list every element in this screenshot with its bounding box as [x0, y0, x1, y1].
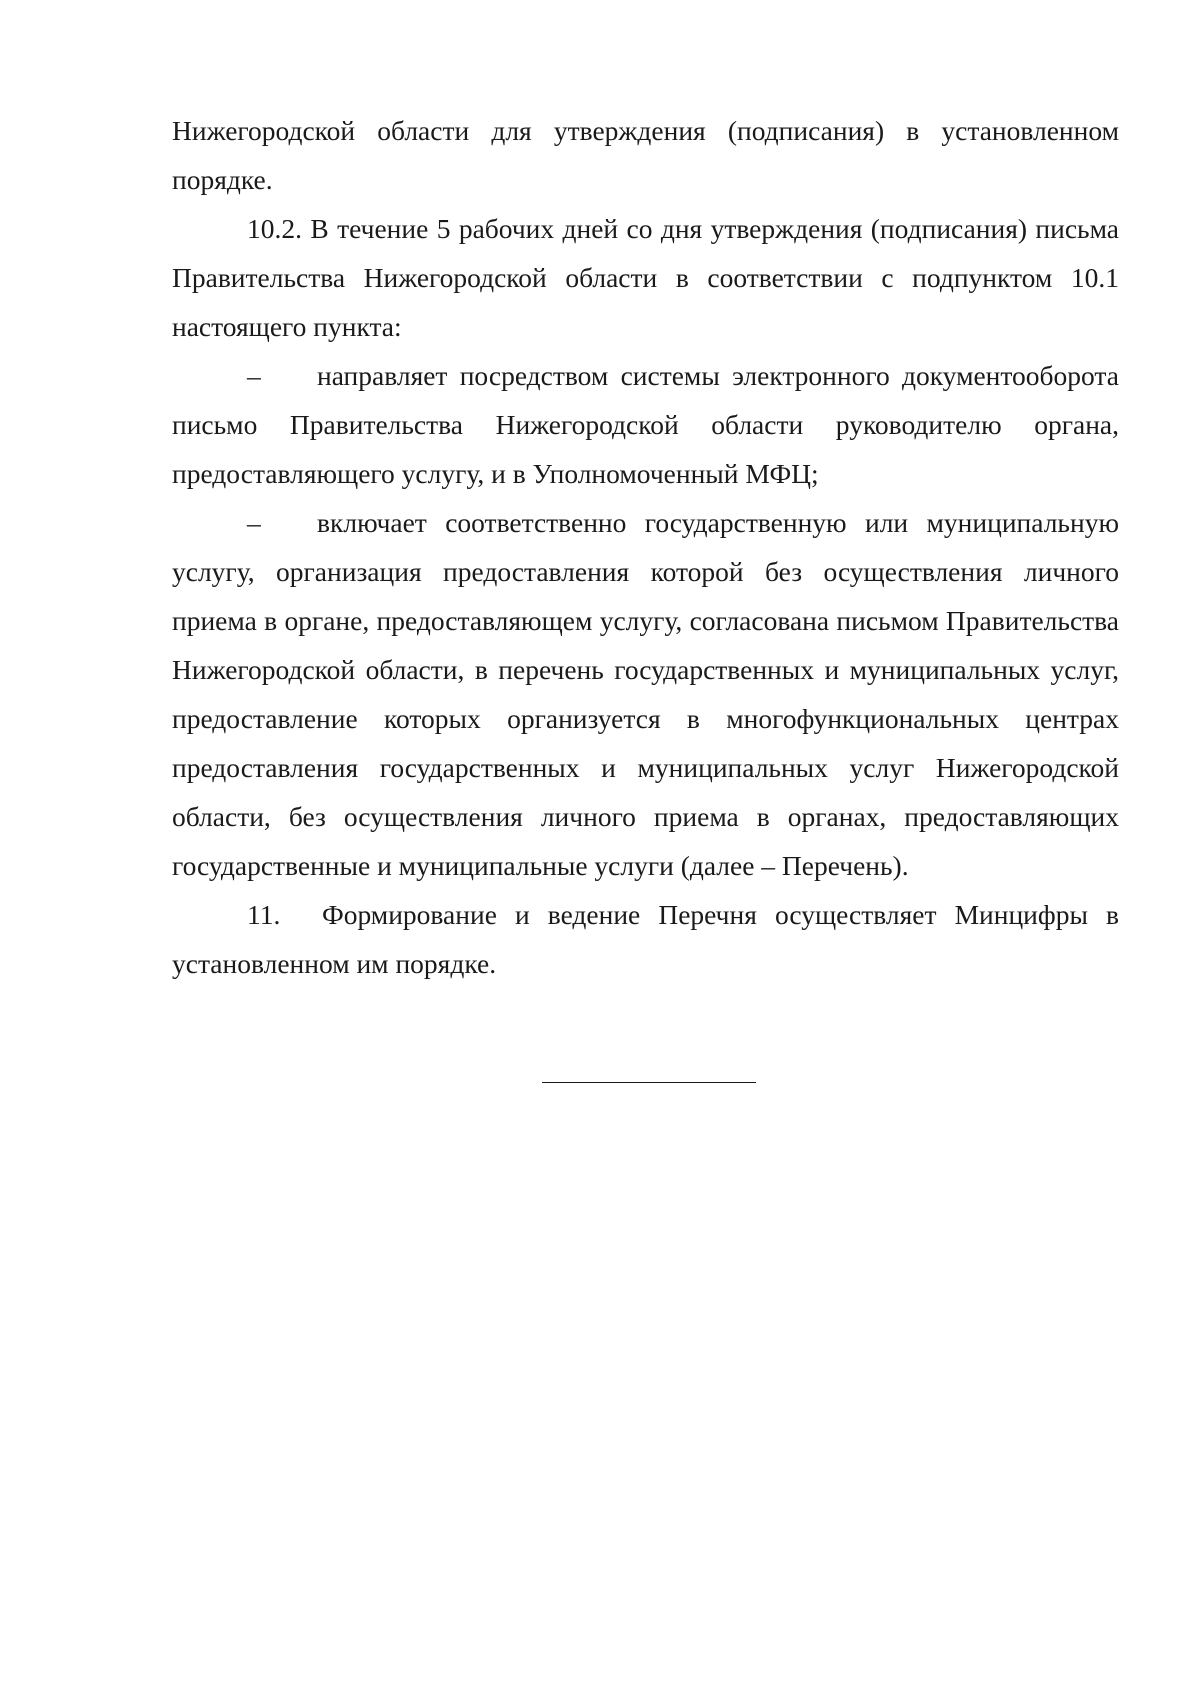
paragraph-number: 10.2.: [247, 213, 302, 244]
dash-list-item: [172, 498, 1119, 890]
dash-item-text: направляет посредством системы электронного документооборота письмо Правительства Нижегородской области руководителю органа, предоставляющего услугу, и в Уполномоченный МФЦ;: [172, 360, 1119, 489]
closing-divider-line: [542, 1082, 756, 1083]
dash-item-text: включает соответственно государственную или муниципальную услугу, организация предоставления которой без осуществления личного приема в органе, предоставляющем услугу, согласована письмом Правительства Нижегородской области, в перечень государственных и муниципальных услуг, предоставление которых организуется в многофункциональных центрах предоставления государственных и муниципальных услуг Нижегородской области, без осуществления личного приема в органах, предоставляющих государственные и муниципальные услуги (далее – Перечень).: [172, 507, 1119, 881]
dash-marker: –: [247, 360, 261, 391]
paragraph-continuation: Нижегородской области для утверждения (подписания) в установленном порядке.: [172, 115, 1119, 195]
paragraph-number: 11.: [247, 899, 281, 930]
paragraph-10-2: [172, 204, 1119, 351]
dash-marker: –: [247, 507, 261, 538]
document-body: [172, 106, 1119, 988]
paragraph-text: Формирование и ведение Перечня осуществляет Минцифры в установленном им порядке.: [172, 899, 1119, 979]
paragraph-text: В течение 5 рабочих дней со дня утверждения (подписания) письма Правительства Нижегородской области в соответствии с подпунктом 10.1 настоящего пункта:: [172, 213, 1120, 342]
paragraph-11: [172, 890, 1119, 988]
dash-list-item: [172, 351, 1119, 498]
